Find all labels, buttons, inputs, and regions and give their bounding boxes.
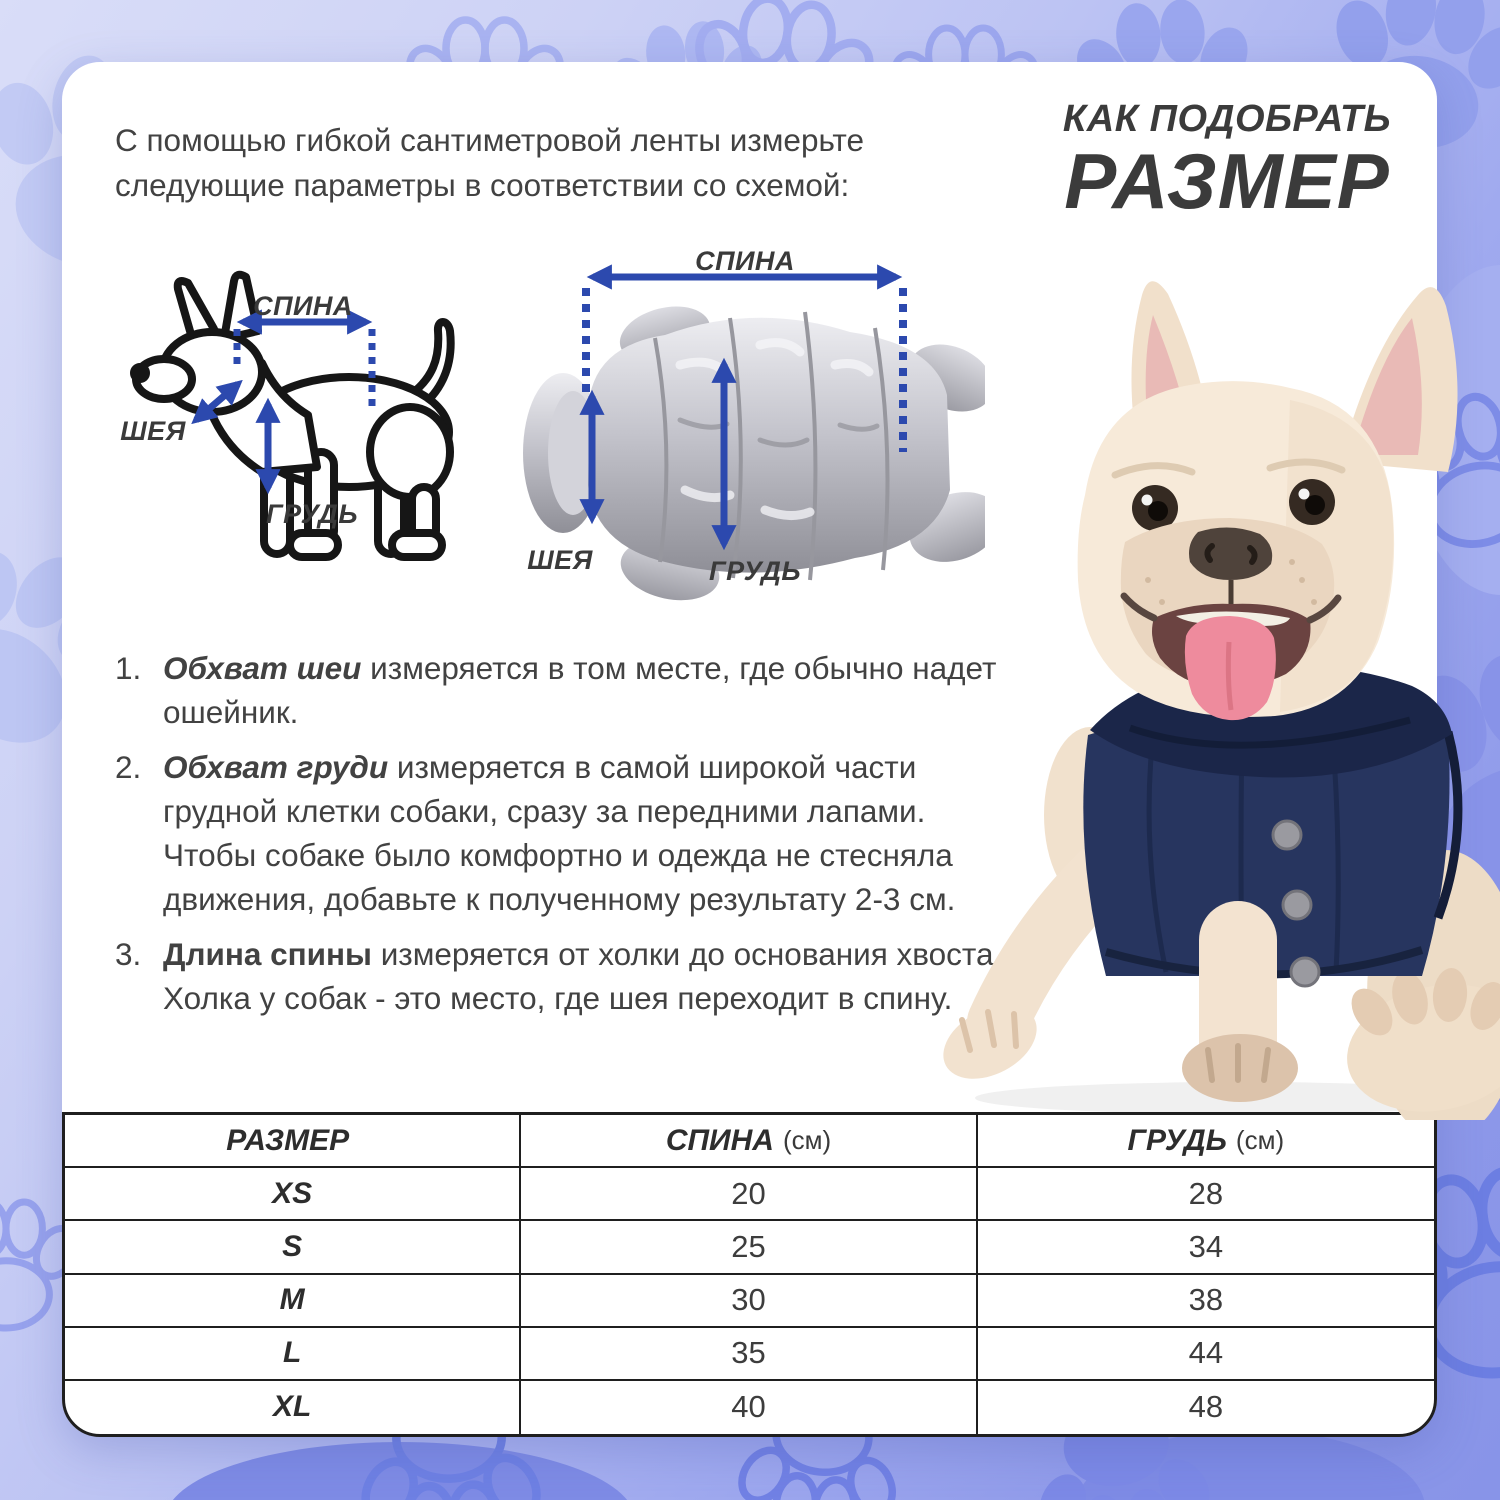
table-cell-size: XS [65,1168,521,1221]
item-text: измеряется в том месте, где обычно надет ошейник. [163,650,997,730]
header-label: РАЗМЕР [226,1123,350,1157]
dog-head [1078,381,1394,720]
table-cell-size: XL [65,1381,521,1434]
header-unit: (см) [782,1125,832,1156]
table-cell-size: M [65,1275,521,1328]
page-title-line1: КАК ПОДОБРАТЬ [1062,98,1392,140]
jacket-diagram-neck-label: ШЕЯ [527,545,593,575]
item-number: 1. [115,650,142,686]
table-cell-back: 35 [521,1328,977,1381]
header-unit: (см) [1235,1125,1285,1156]
table-cell-chest: 48 [1188,1389,1224,1425]
page-title-line2: РАЗМЕР [1064,137,1390,225]
table-cell-chest: 38 [978,1275,1434,1328]
dog-diagram-neck-label: ШЕЯ [120,416,186,446]
french-bulldog-photo [940,250,1500,1120]
item-text: измеряется от холки до основания хвоста. Холка у собак - это место, где шея переходит в спину. [163,936,1003,1016]
instruction-item [115,646,1025,734]
table-cell-chest: 44 [978,1328,1434,1381]
instruction-item [115,745,1025,921]
size-table-header-chest [978,1115,1434,1168]
jacket-diagram-back-label: СПИНА [695,246,795,276]
size-table-header-size [65,1115,521,1168]
dog-diagram-chest-label: ГРУДЬ [266,499,358,529]
table-cell-chest: 34 [978,1221,1434,1274]
dog-diagram-back-label: СПИНА [253,291,353,321]
table-cell-back: 25 [521,1221,977,1274]
item-term: Обхват груди [163,749,389,785]
item-text: измеряется в самой широкой части грудной клетки собаки, сразу за передними лапами. Чтобы собаке было комфортно и одежда не стесняла движения, добавьте к полученному результату 2-3 см. [163,749,956,917]
table-cell-back: 30 [521,1275,977,1328]
item-term: Обхват шеи [163,650,362,686]
dog-left-leg [940,875,1100,1094]
table-cell-back: 40 [521,1381,977,1434]
table-cell-back: 20 [521,1168,977,1221]
instructions-list [115,646,1025,1031]
table-cell-chest: 28 [978,1168,1434,1221]
instruction-item [115,932,1025,1020]
item-number: 3. [115,936,142,972]
header-label: СПИНА [665,1123,774,1157]
page-title [1047,98,1407,223]
jacket-diagram-chest-label: ГРУДЬ [709,556,801,586]
intro-text: С помощью гибкой сантиметровой ленты измерьте следующие параметры в соответствии со схемой: [115,122,865,203]
item-number: 2. [115,749,142,785]
header-label: ГРУДЬ [1127,1123,1227,1157]
size-table [62,1112,1437,1437]
size-table-header-back [521,1115,977,1168]
table-cell-size: L [65,1328,521,1381]
content-card [62,62,1437,1437]
item-term: Длина спины [163,936,372,972]
table-cell-size: S [65,1221,521,1274]
